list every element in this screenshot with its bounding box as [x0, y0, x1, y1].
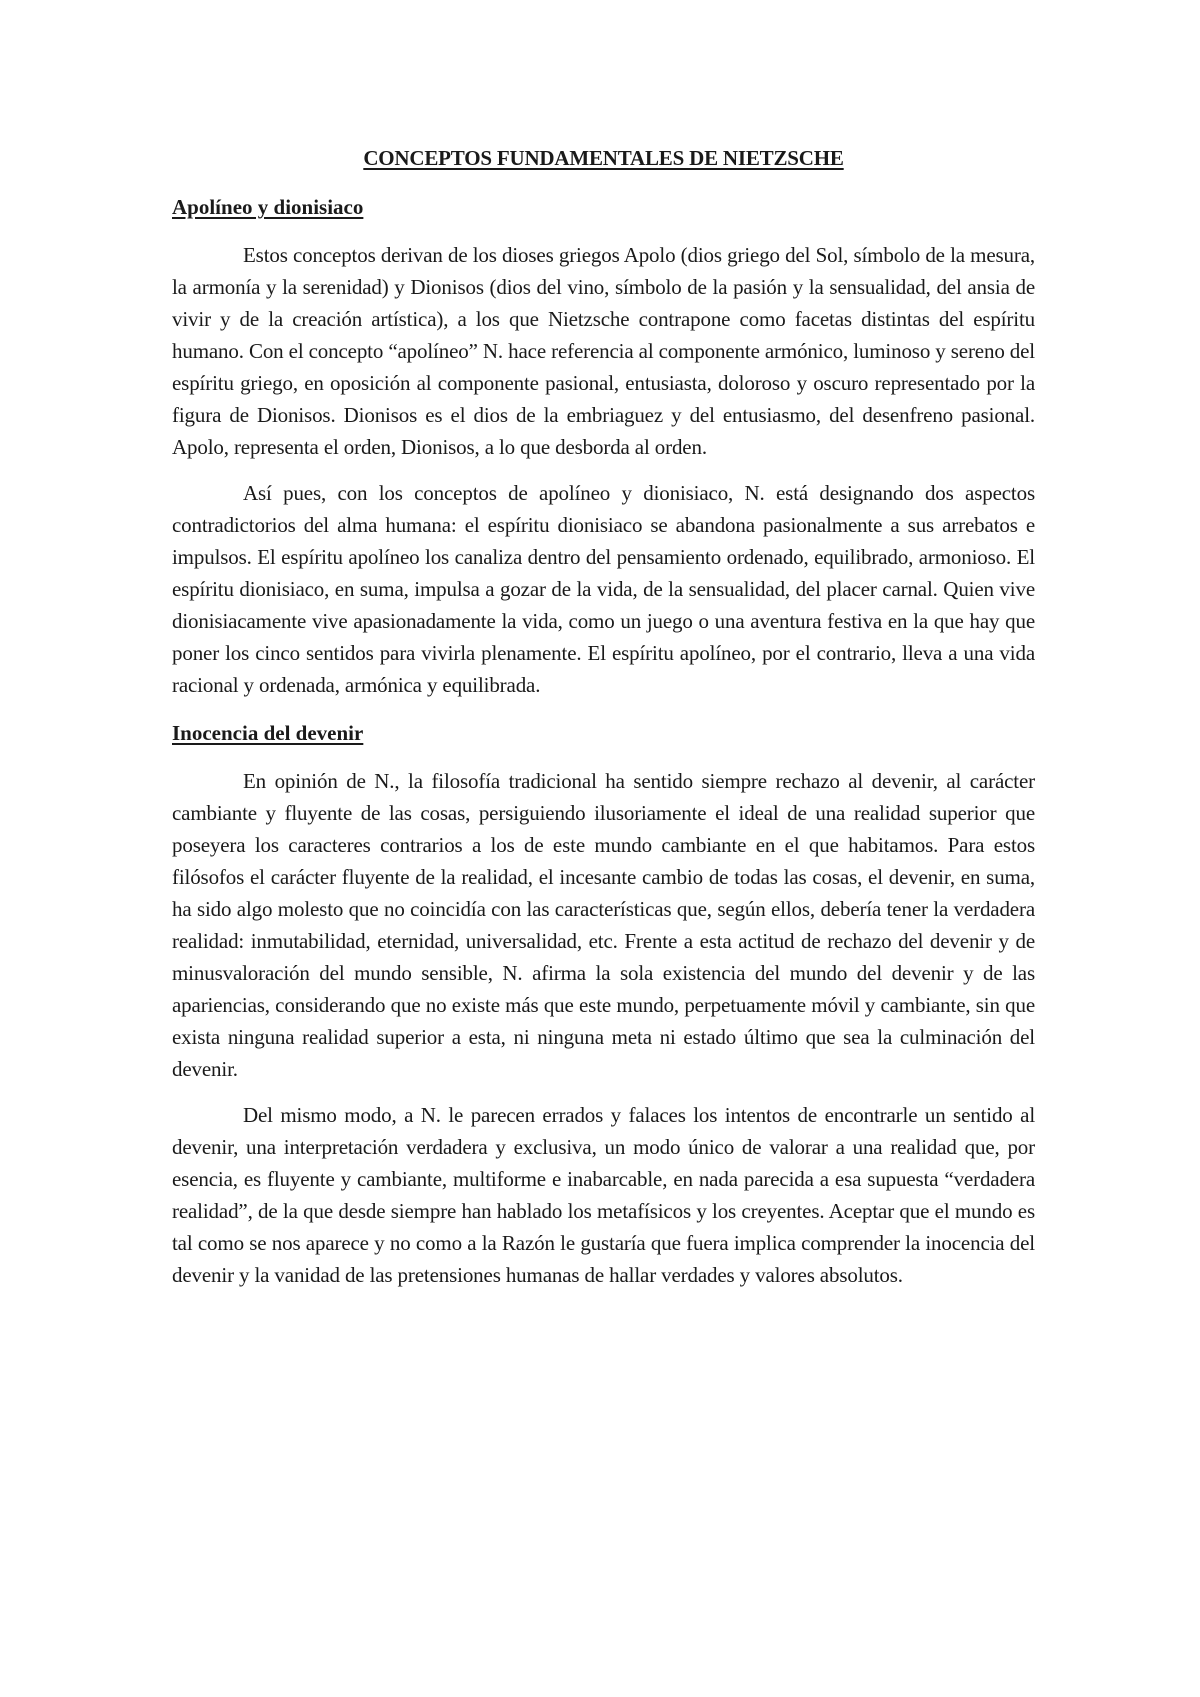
paragraph: En opinión de N., la filosofía tradicional ha sentido siempre rechazo al devenir, al carácter cambiante y fluyente de las cosas, persiguiendo ilusoriamente el ideal de una realidad superior que poseyera los caracteres contrarios a los de este mundo cambiante en el que habitamos. Para estos filósofos el carácter fluyente de la realidad, el incesante cambio de todas las cosas, el devenir, en suma, ha sido algo molesto que no coincidía con las características que, según ellos, debería tener la verdadera realidad: inmutabilidad, eternidad, universalidad, etc. Frente a esta actitud de rechazo del devenir y de minusvaloración del mundo sensible, N. afirma la sola existencia del mundo del devenir y de las apariencias, considerando que no existe más que este mundo, perpetuamente móvil y cambiante, sin que exista ninguna realidad superior a esta, ni ninguna meta ni estado último que sea la culminación del devenir. — [172, 769, 1035, 1081]
section-heading: Inocencia del devenir — [172, 721, 364, 745]
paragraph: Estos conceptos derivan de los dioses griegos Apolo (dios griego del Sol, símbolo de la mesura, la armonía y la serenidad) y Dionisos (dios del vino, símbolo de la pasión y la sensualidad, del ansia de vivir y de la creación artística), a los que Nietzsche contrapone como facetas distintas del espíritu humano. Con el concepto “apolíneo” N. hace referencia al componente armónico, luminoso y sereno del espíritu griego, en oposición al componente pasional, entusiasta, doloroso y oscuro representado por la figura de Dionisos. Dionisos es el dios de la embriaguez y del entusiasmo, del desenfreno pasional. Apolo, representa el orden, Dionisos, a lo que desborda al orden. — [172, 243, 1035, 459]
section-heading: Apolíneo y dionisiaco — [172, 195, 364, 219]
section-apolineo — [172, 193, 1035, 701]
paragraph: Del mismo modo, a N. le parecen errados y falaces los intentos de encontrarle un sentido al devenir, una interpretación verdadera y exclusiva, un modo único de valorar a una realidad que, por esencia, es fluyente y cambiante, multiforme e inabarcable, en nada parecida a esa supuesta “verdadera realidad”, de la que desde siempre han hablado los metafísicos y los creyentes. Aceptar que el mundo es tal como se nos aparece y no como a la Razón le gustaría que fuera implica comprender la inocencia del devenir y la vanidad de las pretensiones humanas de hallar verdades y valores absolutos. — [172, 1103, 1035, 1287]
paragraph: Así pues, con los conceptos de apolíneo y dionisiaco, N. está designando dos aspectos contradictorios del alma humana: el espíritu dionisiaco se abandona pasionalmente a sus arrebatos e impulsos. El espíritu apolíneo los canaliza dentro del pensamiento ordenado, equilibrado, armonioso. El espíritu dionisiaco, en suma, impulsa a gozar de la vida, de la sensualidad, del placer carnal. Quien vive dionisiacamente vive apasionadamente la vida, como un juego o una aventura festiva en la que hay que poner los cinco sentidos para vivirla plenamente. El espíritu apolíneo, por el contrario, lleva a una vida racional y ordenada, armónica y equilibrada. — [172, 481, 1035, 697]
document-title: CONCEPTOS FUNDAMENTALES DE NIETZSCHE — [363, 146, 844, 170]
document-page — [172, 143, 1035, 1305]
section-inocencia — [172, 719, 1035, 1291]
